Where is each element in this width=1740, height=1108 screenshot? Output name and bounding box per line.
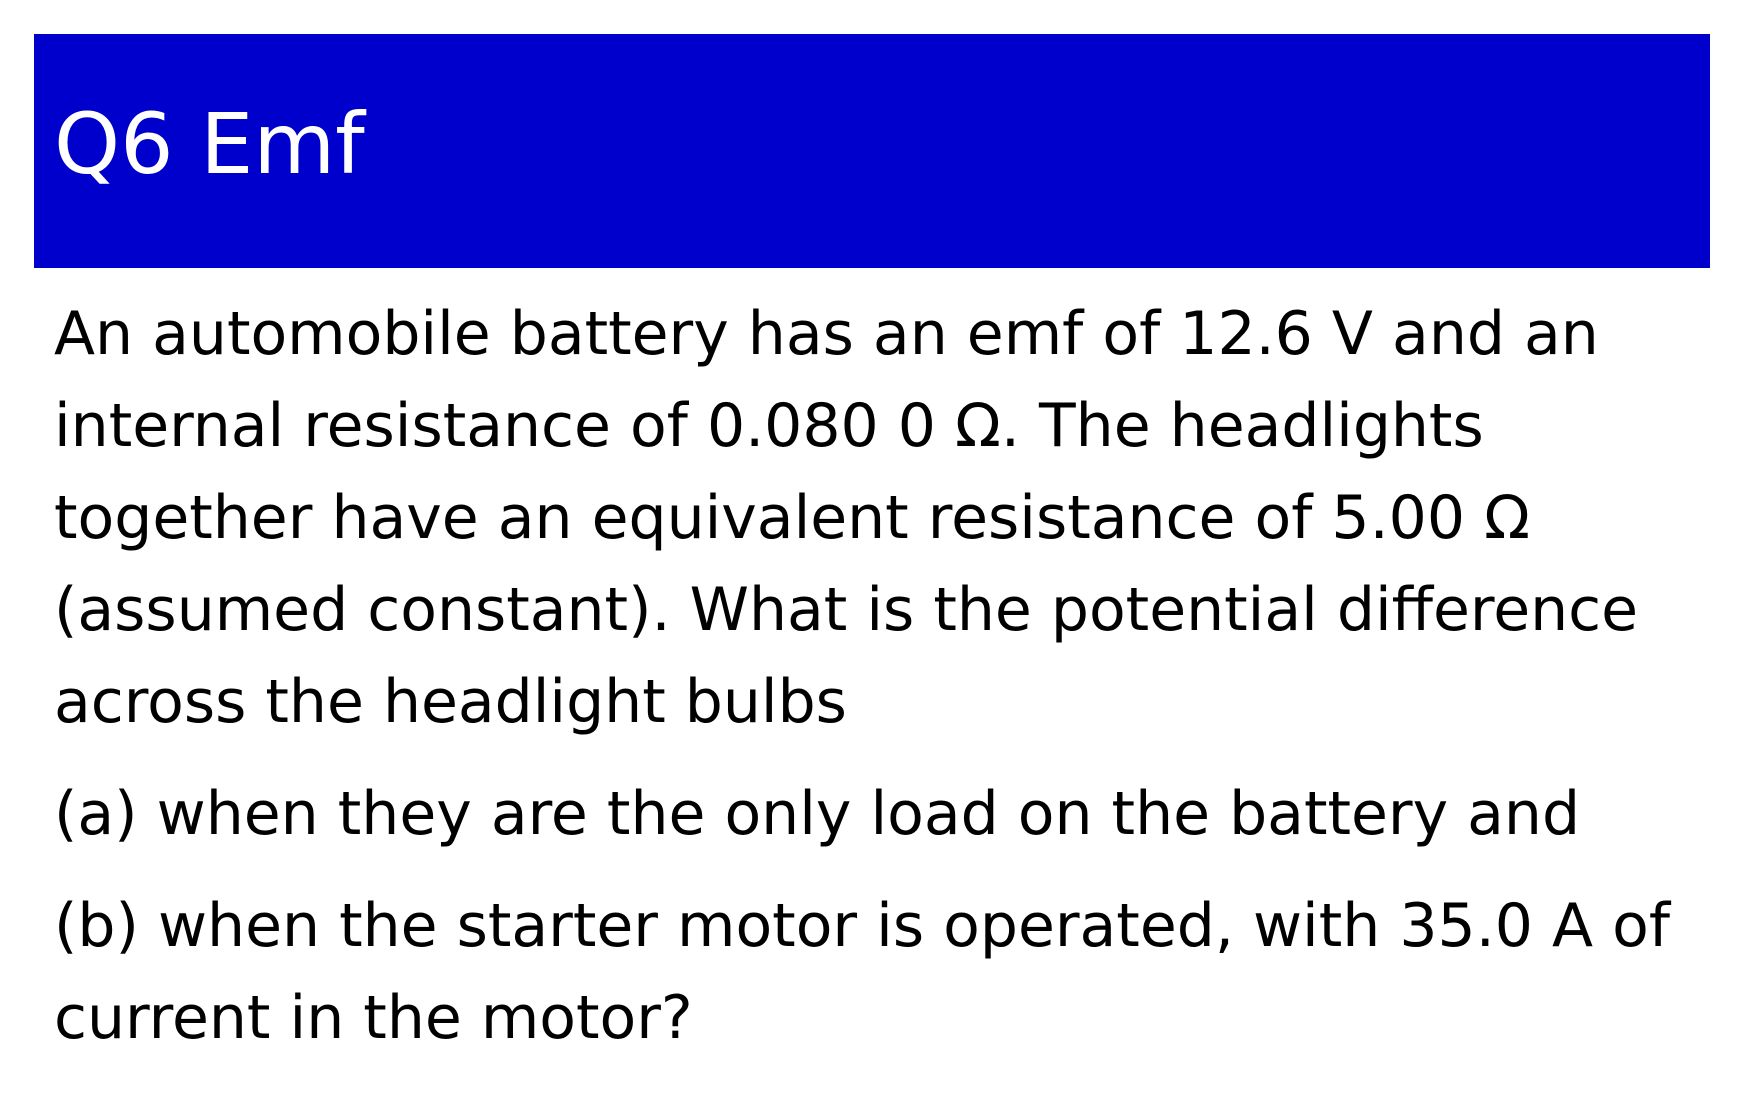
question-body [54,288,1694,1064]
question-part-b: (b) when the starter motor is operated, with 35.0 A of current in the motor? [54,891,1670,1053]
slide-title: Q6 Emf [54,95,365,193]
title-bar [34,34,1710,268]
question-intro: An automobile battery has an emf of 12.6 V and an internal resistance of 0.080 0 Ω. The headlights together have an equivalent resistance of 5.00 Ω (assumed constant). What is the potential difference across the headlight bulbs [54,299,1639,737]
question-part-a: (a) when they are the only load on the battery and [54,779,1581,849]
